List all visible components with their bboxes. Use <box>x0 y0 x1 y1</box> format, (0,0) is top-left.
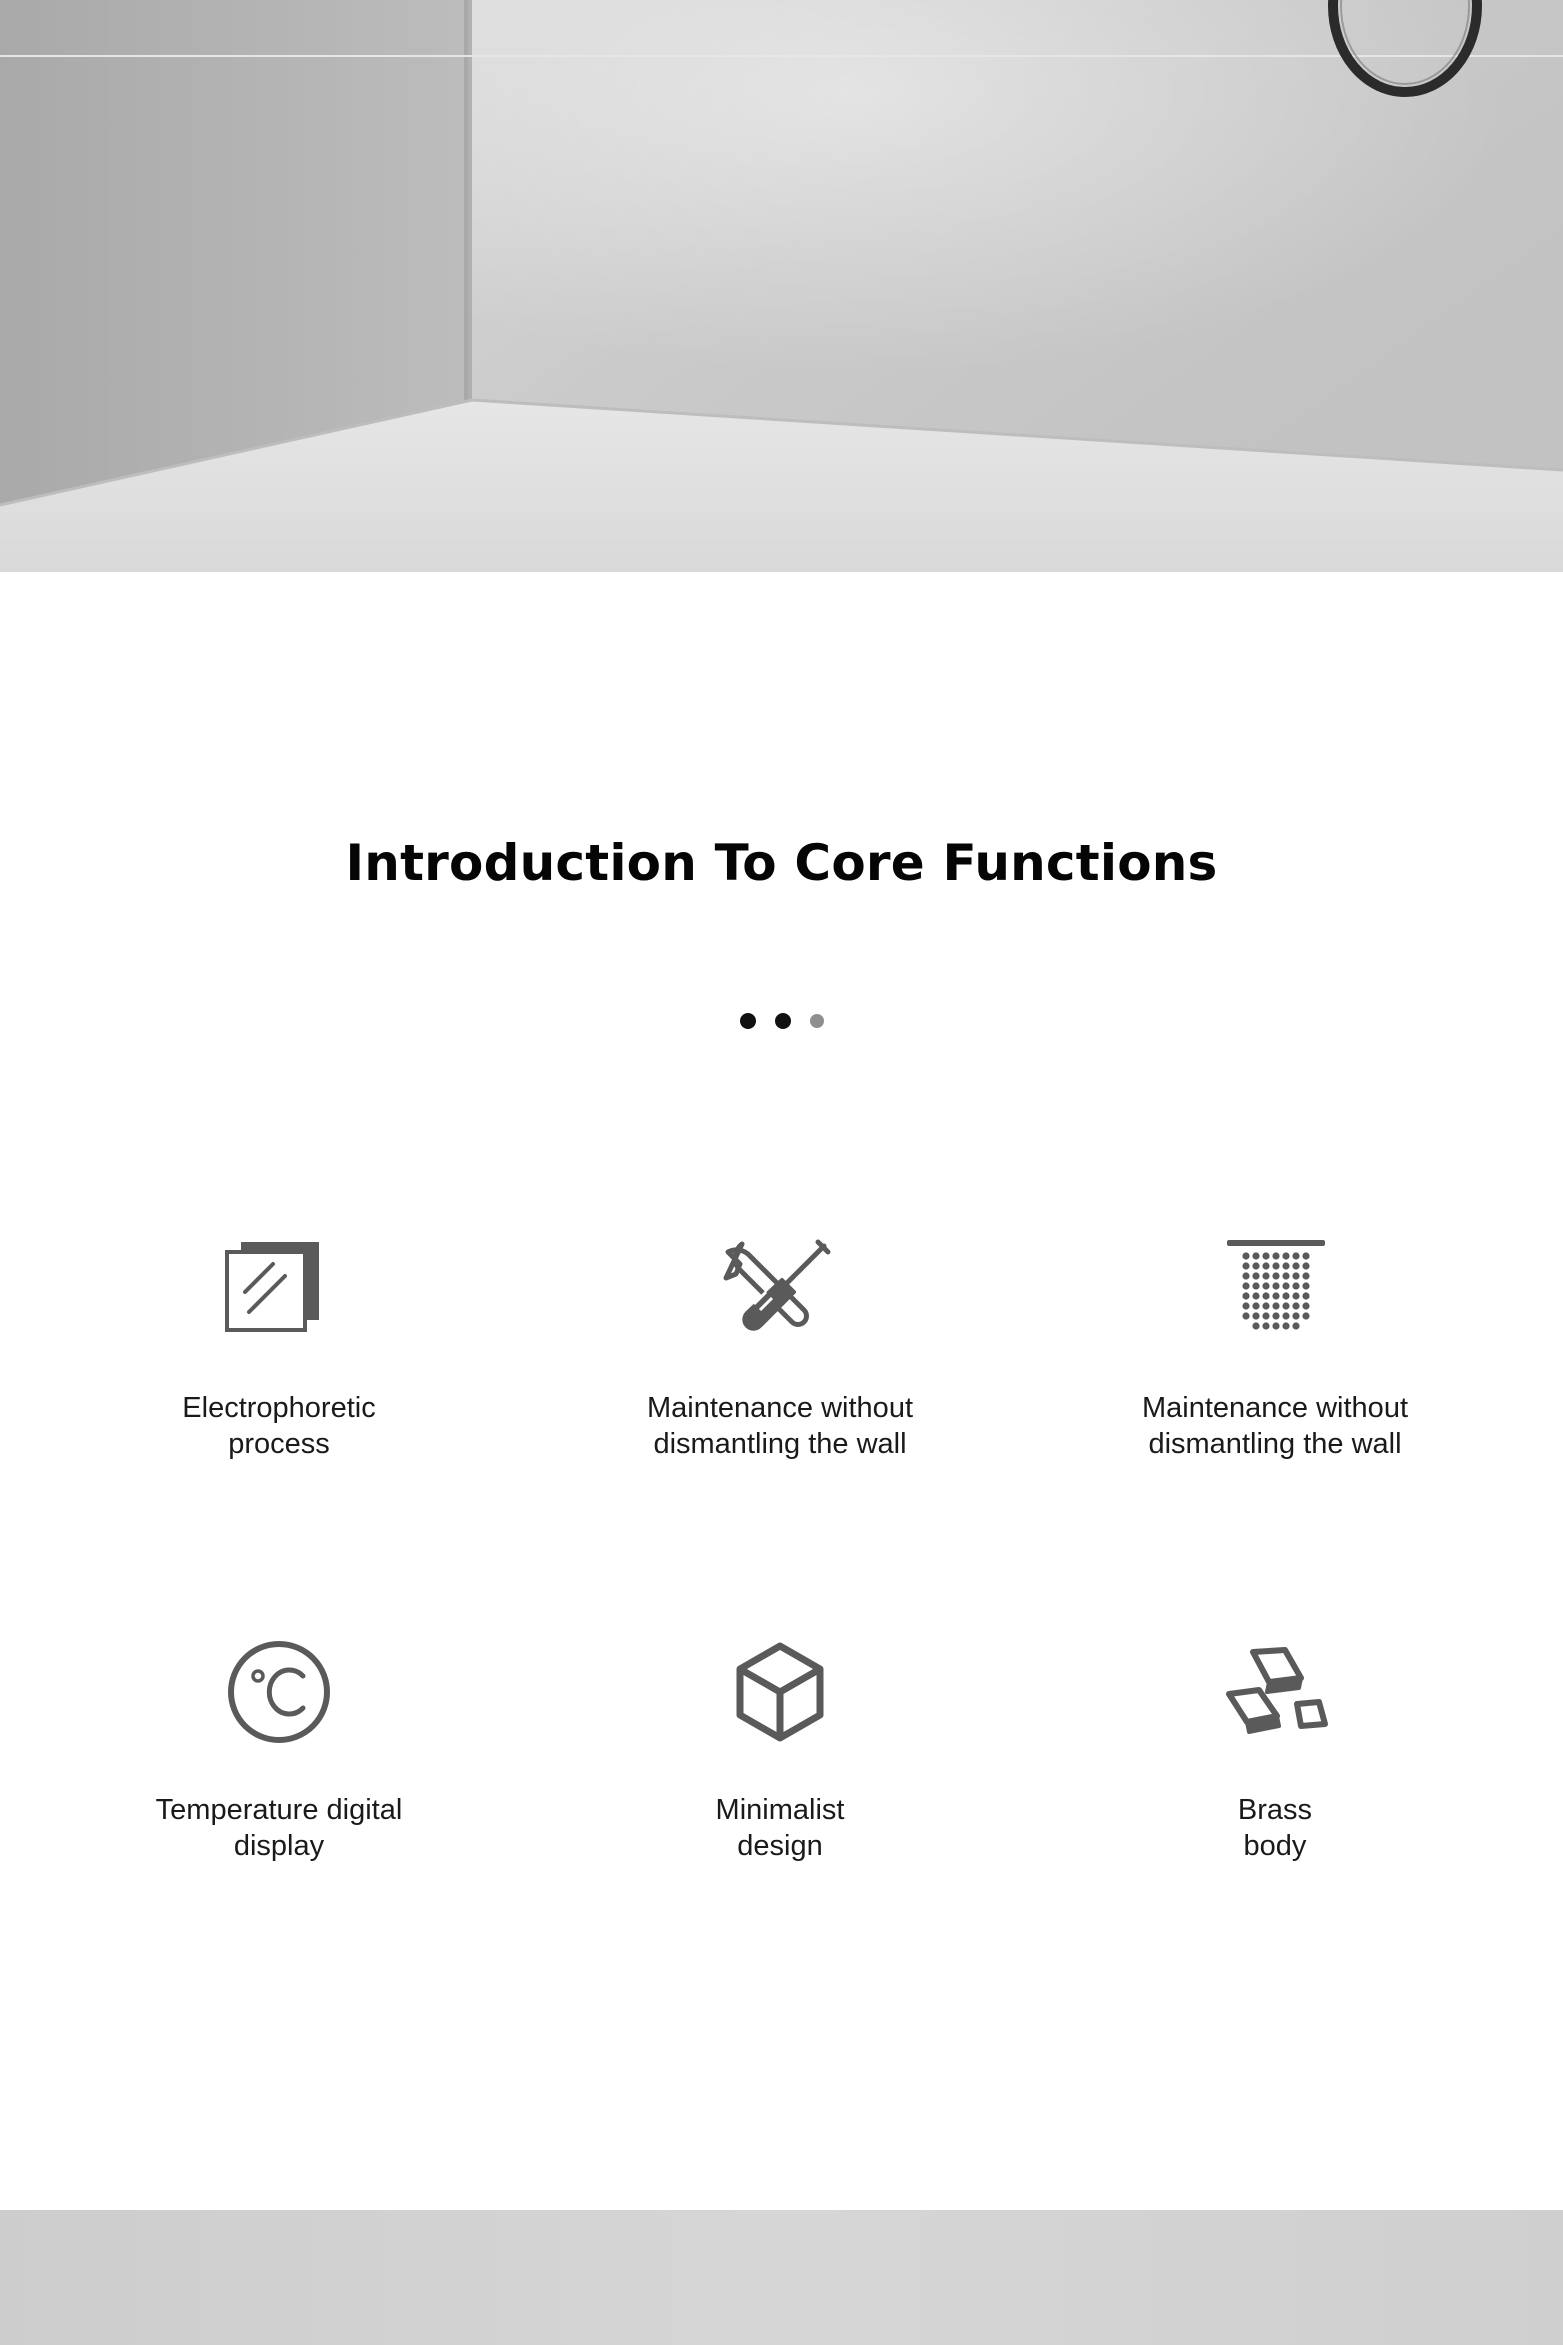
pager-dot-2[interactable] <box>775 1013 791 1029</box>
cube-icon <box>720 1632 840 1752</box>
pager-dot-1[interactable] <box>740 1013 756 1029</box>
feature-label: Maintenance without dismantling the wall <box>1142 1392 1408 1460</box>
feature-label: Maintenance without dismantling the wall <box>647 1392 913 1460</box>
hero-photo-illustration <box>0 0 1563 572</box>
feature-label: Minimalist design <box>715 1794 845 1862</box>
feature-label: Brass body <box>1237 1794 1313 1862</box>
wrench-screwdriver-icon <box>720 1230 840 1350</box>
section-title: Introduction To Core Functions <box>345 834 1218 892</box>
glass-panel-icon <box>219 1230 339 1350</box>
celsius-thermometer-icon <box>219 1632 339 1752</box>
feature-label: Electrophoretic process <box>182 1392 376 1460</box>
next-section-image <box>0 2210 1563 2345</box>
pager-dot-3[interactable] <box>810 1014 824 1028</box>
hero-bathroom-image <box>0 0 1563 572</box>
brass-ingot-icon <box>1215 1632 1335 1752</box>
shower-head-icon <box>1215 1230 1335 1350</box>
carousel-pager <box>0 1013 1563 1029</box>
feature-label: Temperature digital display <box>155 1794 403 1862</box>
